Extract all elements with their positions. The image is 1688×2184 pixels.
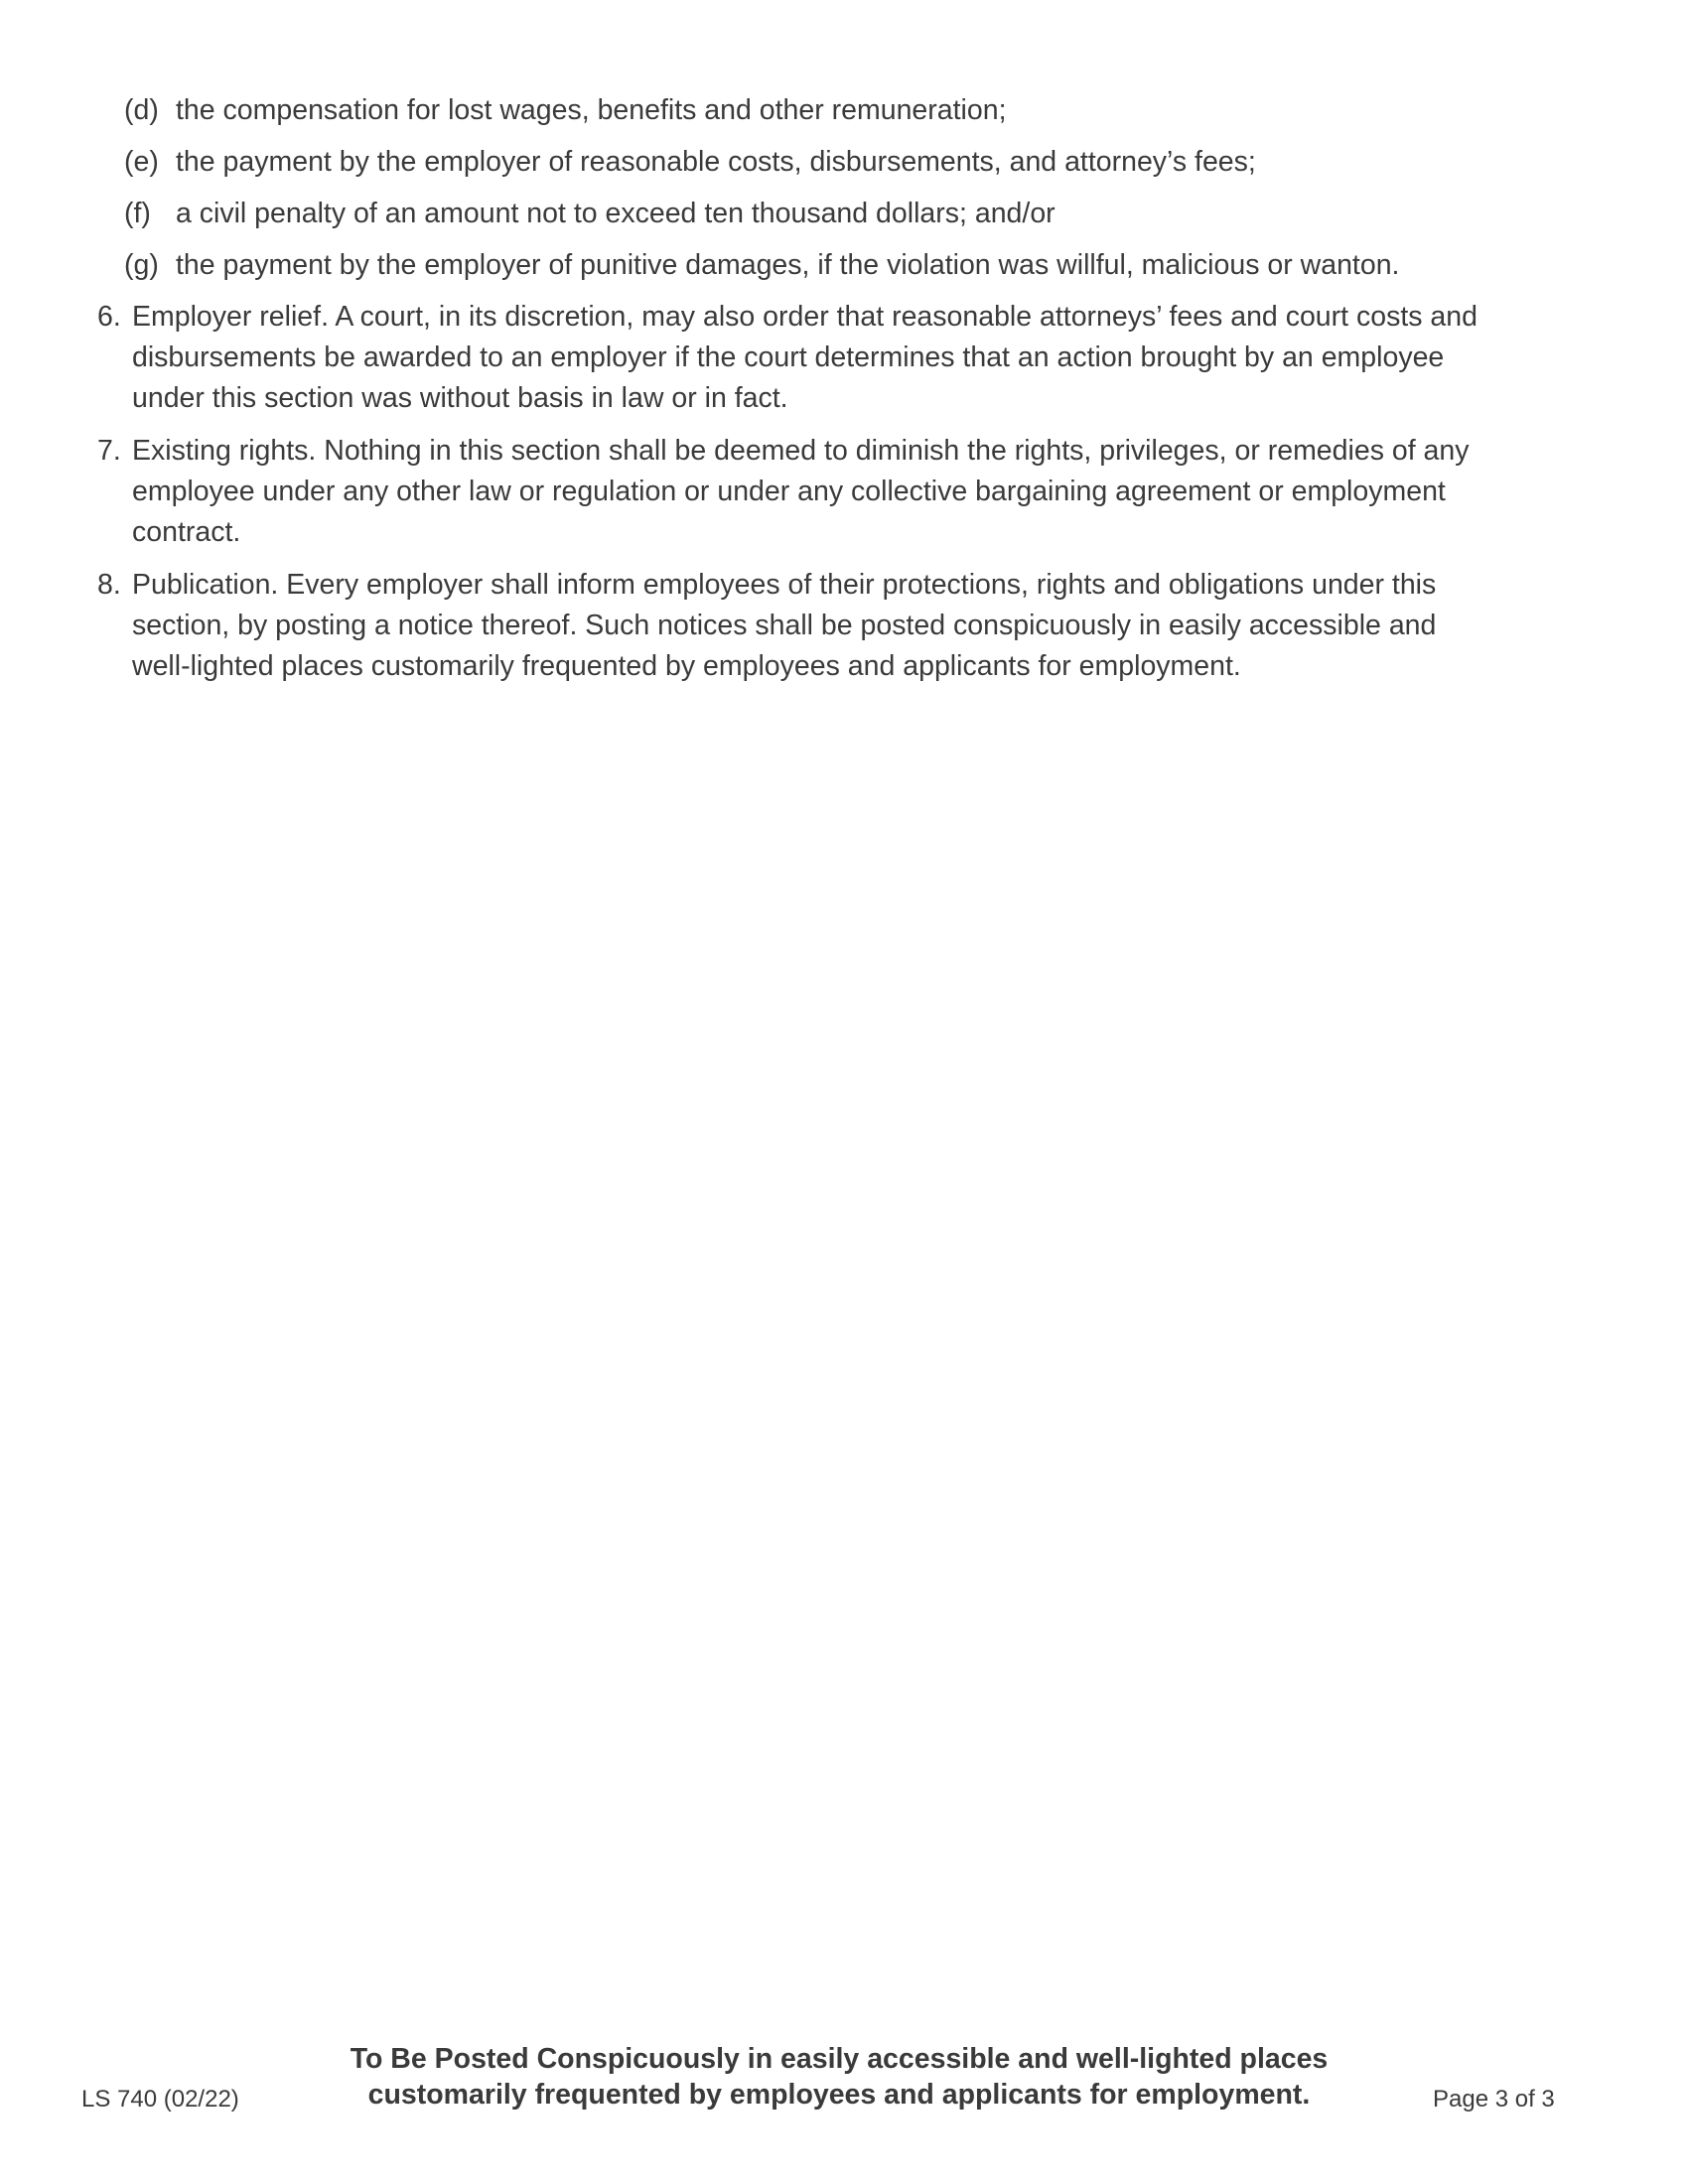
- text-line: under this section was without basis in law or in fact.: [132, 382, 788, 414]
- list-item-label: (e): [124, 146, 159, 178]
- form-code: LS 740 (02/22): [81, 2086, 239, 2113]
- text-line: Existing rights. Nothing in this section shall be deemed to diminish the rights, privileges, or remedies of any: [132, 435, 1470, 467]
- text-line: employee under any other law or regulation or under any collective bargaining agreement or employment: [132, 476, 1446, 507]
- posting-notice-line: To Be Posted Conspicuously in easily accessible and well-lighted places: [350, 2043, 1329, 2075]
- list-item-text: a civil penalty of an amount not to exceed ten thousand dollars; and/or: [176, 198, 1055, 229]
- text-line: contract.: [132, 516, 241, 548]
- numbered-item-label: 7.: [97, 435, 121, 467]
- posting-notice: [288, 2041, 1390, 2113]
- list-item-text: the compensation for lost wages, benefits and other remuneration;: [176, 94, 1007, 126]
- numbered-item-text: [132, 431, 1681, 553]
- numbered-item-text: [132, 565, 1681, 687]
- text-line: section, by posting a notice thereof. Such notices shall be posted conspicuously in easily accessible and: [132, 610, 1437, 641]
- list-item-text: the payment by the employer of punitive damages, if the violation was willful, malicious or wanton.: [176, 249, 1400, 281]
- text-line: well-lighted places customarily frequented by employees and applicants for employment.: [132, 650, 1241, 682]
- list-item-label: (d): [124, 94, 159, 126]
- page-number: Page 3 of 3: [1433, 2086, 1555, 2113]
- list-item-label: (f): [124, 198, 151, 229]
- posting-notice-line: customarily frequented by employees and applicants for employment.: [367, 2079, 1311, 2111]
- list-item-label: (g): [124, 249, 159, 281]
- text-line: disbursements be awarded to an employer if the court determines that an action brought by an employee: [132, 341, 1445, 373]
- text-line: Publication. Every employer shall inform employees of their protections, rights and obligations under this: [132, 569, 1437, 601]
- list-item-text: the payment by the employer of reasonable costs, disbursements, and attorney’s fees;: [176, 146, 1256, 178]
- text-line: Employer relief. A court, in its discretion, may also order that reasonable attorneys’ fees and court costs and: [132, 301, 1477, 333]
- numbered-item-text: [132, 297, 1681, 419]
- numbered-item-label: 8.: [97, 569, 121, 601]
- numbered-item-label: 6.: [97, 301, 121, 333]
